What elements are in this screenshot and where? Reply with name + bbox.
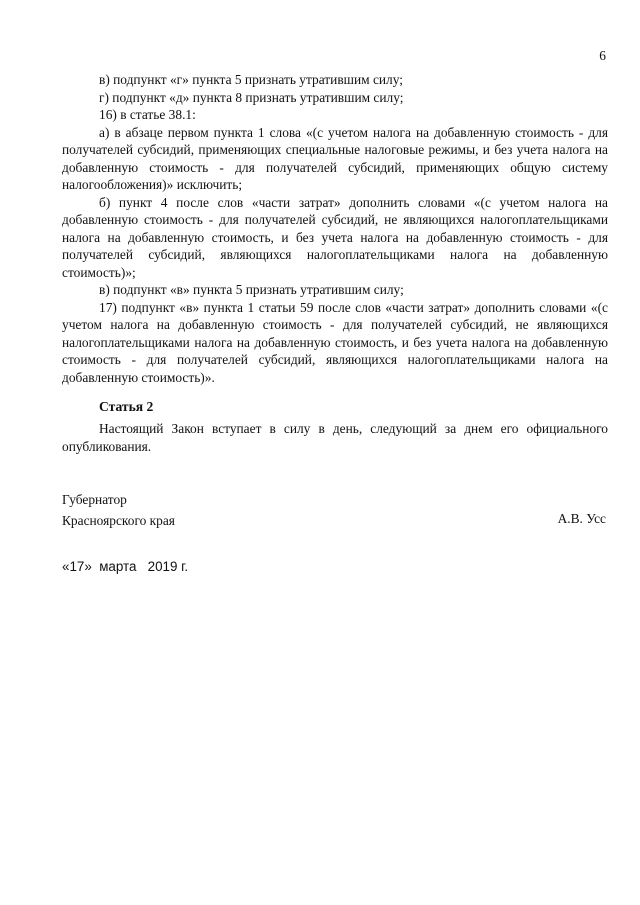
paragraph: в) подпункт «в» пункта 5 признать утратившим силу; (99, 282, 404, 297)
signatory-name: А.В. Усс (557, 511, 606, 526)
article-2-body (62, 420, 608, 455)
paragraph: в) подпункт «г» пункта 5 признать утратившим силу; (99, 72, 403, 87)
amendments-list (62, 71, 608, 386)
signing-date: «17» марта 2019 г. (62, 559, 189, 574)
paragraph: 17) подпункт «в» пункта 1 статьи 59 после слов «части затрат» дополнить словами «(с учетом налога на добавленную стоимость - для получателей субсидий, не являющихся налогоплательщиками налога на добавленную стоимость, и без учета налога на добавленную стоимость - для получателей субсидий, являющихся налогоплательщиками налога на добавленную стоимость)». (62, 299, 608, 385)
paragraph: 16) в статье 38.1: (99, 107, 196, 122)
paragraph: б) пункт 4 после слов «части затрат» дополнить словами «(с учетом налога на добавленную стоимость - для получателей субсидий, не являющихся налогоплательщиками налога на добавленную стоимость, и без учета налога на добавленную стоимость - для получателей субсидий, являющихся налогоплательщиками налога на добавленную стоимость)»; (62, 194, 608, 280)
article-2-heading: Статья 2 (99, 399, 154, 414)
signatory-title-line1: Губернатор (62, 492, 127, 507)
page-number: 6 (599, 48, 606, 63)
signatory-title-line2: Красноярского края (62, 513, 175, 528)
article-2-text: Настоящий Закон вступает в силу в день, следующий за днем его официального опубликования. (62, 421, 608, 454)
signatory-title (62, 489, 175, 531)
paragraph: а) в абзаце первом пункта 1 слова «(с учетом налога на добавленную стоимость - для получателей субсидий, применяющих специальные налоговые режимы, и без учета налога на добавленную стоимость - для получателей субсидий, применяющих общую систему налогообложения)» исключить; (62, 124, 608, 192)
paragraph: г) подпункт «д» пункта 8 признать утратившим силу; (99, 89, 404, 105)
